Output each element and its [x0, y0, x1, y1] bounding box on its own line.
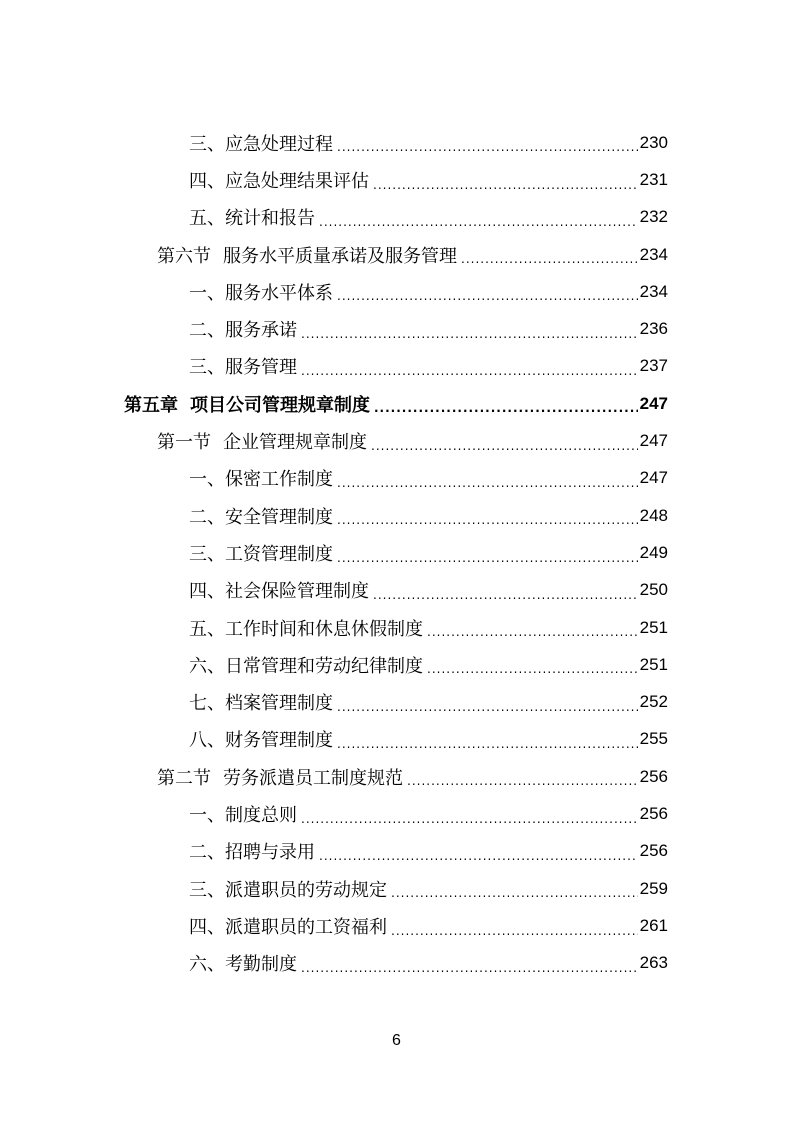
toc-entry-number: 二、 [189, 842, 225, 864]
toc-entry-page-number: 248 [639, 505, 668, 525]
toc-entry-item[interactable] [0, 124, 793, 161]
toc-entry-label [189, 503, 333, 529]
toc-entry-number: 三、 [189, 357, 225, 379]
toc-entry-page-number: 236 [639, 319, 668, 339]
toc-entry-page-number: 247 [639, 468, 668, 488]
toc-entry-page-number: 237 [639, 356, 668, 376]
toc-entry-label [157, 764, 403, 790]
toc-entry-title: 工作时间和休息休假制度 [225, 618, 423, 640]
toc-entry-label [189, 876, 387, 902]
toc-entry-page-number: 230 [639, 132, 668, 152]
toc-dot-leader [371, 434, 638, 454]
toc-entry-number: 三、 [189, 133, 225, 155]
toc-entry-section[interactable] [0, 422, 793, 459]
toc-entry-item[interactable] [0, 460, 793, 497]
toc-entry-number: 一、 [189, 469, 225, 491]
toc-entry-number: 第六节 [157, 245, 211, 267]
toc-entry-title: 服务水平体系 [225, 282, 333, 304]
toc-entry-label [189, 465, 333, 491]
toc-entry-number: 一、 [189, 282, 225, 304]
toc-entry-number: 四、 [189, 916, 225, 938]
toc-entry-item[interactable] [0, 795, 793, 832]
toc-dot-leader [337, 695, 638, 715]
toc-entry-number: 三、 [189, 543, 225, 565]
toc-entry-title: 派遣职员的劳动规定 [225, 879, 387, 901]
toc-entry-title: 服务承诺 [225, 320, 297, 342]
toc-dot-leader [301, 807, 638, 827]
toc-entry-page-number: 249 [639, 542, 668, 562]
toc-entry-item[interactable] [0, 870, 793, 907]
toc-entry-item[interactable] [0, 646, 793, 683]
toc-entry-label [189, 353, 297, 379]
toc-entry-title: 项目公司管理规章制度 [190, 394, 370, 416]
toc-entry-title: 劳务派遣员工制度规范 [223, 767, 403, 789]
toc-entry-item[interactable] [0, 572, 793, 609]
toc-entry-label [189, 726, 333, 752]
toc-dot-leader [301, 956, 638, 976]
toc-entry-number: 七、 [189, 693, 225, 715]
toc-entry-label [189, 615, 423, 641]
toc-entry-title: 服务管理 [225, 357, 297, 379]
toc-entry-number: 一、 [189, 804, 225, 826]
toc-entry-label [189, 279, 333, 305]
toc-entry-label [189, 167, 369, 193]
toc-entry-page-number: 231 [639, 169, 668, 189]
toc-entry-title: 日常管理和劳动纪律制度 [225, 655, 423, 677]
toc-entry-title: 社会保险管理制度 [225, 581, 369, 603]
toc-entry-label [189, 204, 315, 230]
toc-entry-item[interactable] [0, 945, 793, 982]
toc-entry-number: 第一节 [157, 432, 211, 454]
toc-entry-page-number: 263 [639, 953, 668, 973]
toc-entry-page-number: 259 [639, 878, 668, 898]
toc-entry-page-number: 247 [639, 431, 668, 451]
toc-entry-page-number: 256 [639, 803, 668, 823]
toc-entry-title: 财务管理制度 [225, 730, 333, 752]
toc-entry-label [189, 913, 387, 939]
toc-entry-page-number: 252 [639, 692, 668, 712]
toc-dot-leader [319, 210, 638, 230]
toc-entry-label [189, 950, 297, 976]
toc-entry-label [189, 801, 297, 827]
toc-entry-label [189, 540, 333, 566]
toc-dot-leader [319, 844, 638, 864]
toc-entry-item[interactable] [0, 273, 793, 310]
toc-entry-number: 六、 [189, 954, 225, 976]
toc-entry-title: 考勤制度 [225, 954, 297, 976]
toc-entry-title: 统计和报告 [225, 208, 315, 230]
toc-entry-page-number: 232 [639, 207, 668, 227]
toc-entry-title: 派遣职员的工资福利 [225, 916, 387, 938]
toc-dot-leader [374, 396, 638, 416]
toc-entry-title: 应急处理结果评估 [225, 170, 369, 192]
toc-entry-label [189, 689, 333, 715]
toc-entry-label [189, 130, 333, 156]
toc-entry-page-number: 261 [639, 915, 668, 935]
toc-entry-number: 二、 [189, 506, 225, 528]
toc-entry-item[interactable] [0, 609, 793, 646]
toc-entry-number: 五、 [189, 208, 225, 230]
toc-entry-title: 招聘与录用 [225, 842, 315, 864]
toc-dot-leader [301, 359, 638, 379]
toc-dot-leader [337, 471, 638, 491]
toc-dot-leader [391, 919, 638, 939]
toc-entry-label [124, 391, 370, 417]
toc-entry-label [189, 838, 315, 864]
page-number: 6 [392, 1032, 401, 1049]
toc-entry-page-number: 251 [639, 654, 668, 674]
toc-entry-number: 二、 [189, 320, 225, 342]
toc-entry-item[interactable] [0, 534, 793, 571]
toc-entry-page-number: 255 [639, 729, 668, 749]
toc-entry-title: 档案管理制度 [225, 693, 333, 715]
toc-dot-leader [337, 284, 638, 304]
toc-entry-page-number: 247 [639, 393, 668, 413]
toc-entry-page-number: 256 [639, 841, 668, 861]
toc-entry-title: 工资管理制度 [225, 543, 333, 565]
toc-entry-label [189, 316, 297, 342]
toc-entry-title: 应急处理过程 [225, 133, 333, 155]
toc-dot-leader [337, 732, 638, 752]
toc-entry-chapter[interactable] [0, 385, 793, 422]
toc-entry-page-number: 250 [639, 580, 668, 600]
toc-entry-section[interactable] [0, 236, 793, 273]
toc-entry-label [157, 242, 457, 268]
toc-entry-page-number: 234 [639, 244, 668, 264]
toc-dot-leader [407, 769, 638, 789]
toc-entry-title: 保密工作制度 [225, 469, 333, 491]
toc-entry-number: 四、 [189, 581, 225, 603]
toc-dot-leader [373, 173, 638, 193]
table-of-contents [0, 124, 793, 982]
toc-dot-leader [461, 247, 638, 267]
toc-entry-number: 第二节 [157, 767, 211, 789]
toc-entry-item[interactable] [0, 348, 793, 385]
toc-entry-item[interactable] [0, 907, 793, 944]
toc-entry-page-number: 251 [639, 617, 668, 637]
toc-entry-number: 第五章 [124, 394, 178, 416]
toc-entry-label [189, 652, 423, 678]
toc-entry-item[interactable] [0, 833, 793, 870]
toc-dot-leader [301, 322, 638, 342]
toc-entry-title: 企业管理规章制度 [223, 432, 367, 454]
toc-dot-leader [427, 620, 638, 640]
toc-dot-leader [427, 657, 638, 677]
toc-entry-item[interactable] [0, 310, 793, 347]
toc-entry-title: 安全管理制度 [225, 506, 333, 528]
toc-entry-number: 五、 [189, 618, 225, 640]
toc-entry-label [157, 428, 367, 454]
toc-dot-leader [391, 881, 638, 901]
toc-dot-leader [373, 583, 638, 603]
toc-entry-item[interactable] [0, 199, 793, 236]
toc-dot-leader [337, 546, 638, 566]
toc-entry-page-number: 234 [639, 281, 668, 301]
toc-entry-item[interactable] [0, 683, 793, 720]
toc-entry-title: 服务水平质量承诺及服务管理 [223, 245, 457, 267]
toc-entry-label [189, 577, 369, 603]
toc-entry-number: 六、 [189, 655, 225, 677]
toc-entry-item[interactable] [0, 497, 793, 534]
toc-entry-item[interactable] [0, 721, 793, 758]
toc-dot-leader [337, 135, 638, 155]
toc-entry-title: 制度总则 [225, 804, 297, 826]
toc-entry-number: 三、 [189, 879, 225, 901]
toc-entry-number: 八、 [189, 730, 225, 752]
toc-dot-leader [337, 508, 638, 528]
toc-entry-page-number: 256 [639, 766, 668, 786]
toc-entry-item[interactable] [0, 161, 793, 198]
toc-entry-number: 四、 [189, 170, 225, 192]
toc-entry-section[interactable] [0, 758, 793, 795]
